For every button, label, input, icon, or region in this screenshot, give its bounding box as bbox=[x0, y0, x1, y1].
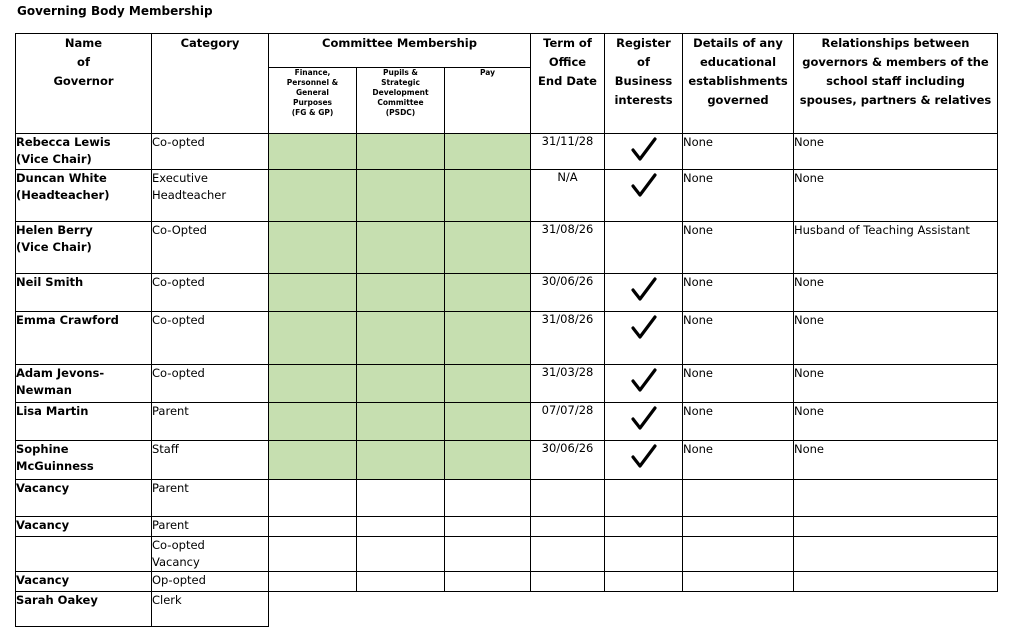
category-text: Executive bbox=[152, 171, 208, 185]
header-details: Details of any educational establishments governed bbox=[683, 34, 794, 134]
governor-name-cell bbox=[16, 222, 152, 274]
category-cell bbox=[152, 592, 269, 627]
governor-name-cell bbox=[16, 312, 152, 365]
header-term: Term of Office End Date bbox=[531, 34, 605, 134]
register-cell bbox=[605, 441, 683, 480]
committee-cell bbox=[357, 170, 445, 222]
register-cell bbox=[605, 222, 683, 274]
category-cell bbox=[152, 222, 269, 274]
term-end-date: 31/03/28 bbox=[531, 365, 605, 403]
relationships-cell: None bbox=[794, 274, 998, 312]
table-row bbox=[16, 134, 998, 170]
governor-role: (Vice Chair) bbox=[16, 152, 92, 166]
governor-role: (Headteacher) bbox=[16, 188, 110, 202]
governor-name: Emma Crawford bbox=[16, 313, 119, 327]
relationships-cell: Husband of Teaching Assistant bbox=[794, 222, 998, 274]
details-cell: None bbox=[683, 365, 794, 403]
category-cell bbox=[152, 517, 269, 537]
register-cell bbox=[605, 274, 683, 312]
category-cell bbox=[152, 312, 269, 365]
checkmark-icon bbox=[631, 315, 657, 339]
term-end-date bbox=[531, 480, 605, 517]
category-text: Clerk bbox=[152, 593, 182, 607]
committee-cell bbox=[445, 134, 531, 170]
committee-cell bbox=[357, 365, 445, 403]
governor-name: Sophine bbox=[16, 442, 69, 456]
category-text: Staff bbox=[152, 442, 179, 456]
term-end-date bbox=[531, 572, 605, 592]
register-cell bbox=[605, 480, 683, 517]
header-committee: Committee Membership bbox=[269, 34, 531, 68]
relationships-cell bbox=[794, 480, 998, 517]
committee-cell bbox=[445, 170, 531, 222]
committee-cell bbox=[445, 222, 531, 274]
table-row bbox=[16, 403, 998, 441]
table-row bbox=[16, 480, 998, 517]
table-row bbox=[16, 537, 998, 572]
category-text: Co-Opted bbox=[152, 223, 207, 237]
category-text-2: Headteacher bbox=[152, 188, 227, 202]
category-text: Co-opted bbox=[152, 275, 205, 289]
checkmark-icon bbox=[631, 368, 657, 392]
register-cell bbox=[605, 537, 683, 572]
relationships-cell: None bbox=[794, 403, 998, 441]
governor-name: Adam Jevons- bbox=[16, 366, 105, 380]
page-title: Governing Body Membership bbox=[17, 4, 213, 18]
checkmark-icon bbox=[631, 444, 657, 468]
committee-cell bbox=[445, 441, 531, 480]
category-text: Co-opted bbox=[152, 366, 205, 380]
governor-name: Sarah Oakey bbox=[16, 593, 98, 607]
table-row bbox=[16, 441, 998, 480]
details-cell: None bbox=[683, 403, 794, 441]
header-category: Category bbox=[152, 34, 269, 134]
details-cell bbox=[683, 480, 794, 517]
committee-cell bbox=[269, 222, 357, 274]
details-cell bbox=[683, 572, 794, 592]
term-end-date: 07/07/28 bbox=[531, 403, 605, 441]
category-cell bbox=[152, 274, 269, 312]
header-name: Name of Governor bbox=[16, 34, 152, 134]
committee-cell bbox=[269, 403, 357, 441]
committee-cell bbox=[269, 312, 357, 365]
term-end-date: 30/06/26 bbox=[531, 441, 605, 480]
category-cell bbox=[152, 134, 269, 170]
checkmark-icon bbox=[631, 277, 657, 301]
register-cell bbox=[605, 403, 683, 441]
category-text: Op-opted bbox=[152, 573, 206, 587]
checkmark-icon bbox=[631, 173, 657, 197]
subheader-psdc: Pupils & Strategic Development Committee (PSDC) bbox=[357, 68, 445, 134]
committee-cell bbox=[445, 572, 531, 592]
category-text: Parent bbox=[152, 518, 189, 532]
details-cell: None bbox=[683, 274, 794, 312]
committee-cell bbox=[269, 365, 357, 403]
subheader-fg-gp: Finance, Personnel & General Purposes (FG & GP) bbox=[269, 68, 357, 134]
governor-name: Vacancy bbox=[16, 518, 70, 532]
subheader-pay: Pay bbox=[445, 68, 531, 134]
details-cell bbox=[683, 517, 794, 537]
governor-name-cell bbox=[16, 170, 152, 222]
header-register: Register of Business interests bbox=[605, 34, 683, 134]
governor-name-cell bbox=[16, 274, 152, 312]
committee-cell bbox=[445, 403, 531, 441]
category-text: Parent bbox=[152, 404, 189, 418]
relationships-cell bbox=[794, 537, 998, 572]
term-end-date: 31/11/28 bbox=[531, 134, 605, 170]
governor-name: Rebecca Lewis bbox=[16, 135, 111, 149]
category-text: Co-opted bbox=[152, 538, 205, 552]
category-cell bbox=[152, 403, 269, 441]
details-cell: None bbox=[683, 222, 794, 274]
governor-role: McGuinness bbox=[16, 459, 94, 473]
term-end-date bbox=[531, 537, 605, 572]
table-row bbox=[16, 274, 998, 312]
committee-cell bbox=[269, 572, 357, 592]
committee-cell bbox=[357, 572, 445, 592]
term-end-date: 31/08/26 bbox=[531, 222, 605, 274]
governor-name-cell bbox=[16, 403, 152, 441]
category-text: Co-opted bbox=[152, 135, 205, 149]
checkmark-icon bbox=[631, 406, 657, 430]
governor-name: Vacancy bbox=[16, 481, 70, 495]
governor-name: Helen Berry bbox=[16, 223, 93, 237]
term-end-date: N/A bbox=[531, 170, 605, 222]
relationships-cell bbox=[794, 517, 998, 537]
register-cell bbox=[605, 312, 683, 365]
governor-name-cell bbox=[16, 592, 152, 627]
committee-cell bbox=[445, 480, 531, 517]
category-cell bbox=[152, 537, 269, 572]
relationships-cell: None bbox=[794, 365, 998, 403]
governor-name: Vacancy bbox=[16, 573, 70, 587]
committee-cell bbox=[357, 537, 445, 572]
relationships-cell: None bbox=[794, 134, 998, 170]
governor-name-cell bbox=[16, 134, 152, 170]
committee-cell bbox=[269, 480, 357, 517]
term-end-date: 31/08/26 bbox=[531, 312, 605, 365]
committee-cell bbox=[357, 222, 445, 274]
relationships-cell: None bbox=[794, 441, 998, 480]
relationships-cell bbox=[794, 572, 998, 592]
register-cell bbox=[605, 134, 683, 170]
committee-cell bbox=[357, 480, 445, 517]
category-text-2: Vacancy bbox=[152, 555, 200, 569]
committee-cell bbox=[445, 365, 531, 403]
term-end-date: 30/06/26 bbox=[531, 274, 605, 312]
details-cell: None bbox=[683, 134, 794, 170]
governor-name: Duncan White bbox=[16, 171, 107, 185]
relationships-cell: None bbox=[794, 170, 998, 222]
blank-area bbox=[269, 592, 998, 627]
governor-name-cell bbox=[16, 365, 152, 403]
table-row bbox=[16, 222, 998, 274]
committee-cell bbox=[269, 517, 357, 537]
relationships-cell: None bbox=[794, 312, 998, 365]
committee-cell bbox=[269, 170, 357, 222]
category-cell bbox=[152, 441, 269, 480]
committee-cell bbox=[445, 517, 531, 537]
committee-cell bbox=[357, 403, 445, 441]
governor-name: Lisa Martin bbox=[16, 404, 89, 418]
governor-name-cell bbox=[16, 537, 152, 572]
committee-cell bbox=[357, 312, 445, 365]
governor-name-cell bbox=[16, 572, 152, 592]
category-text: Co-opted bbox=[152, 313, 205, 327]
term-end-date bbox=[531, 517, 605, 537]
table-row bbox=[16, 312, 998, 365]
register-cell bbox=[605, 170, 683, 222]
checkmark-icon bbox=[631, 137, 657, 161]
committee-cell bbox=[269, 537, 357, 572]
table-row bbox=[16, 170, 998, 222]
committee-cell bbox=[269, 274, 357, 312]
committee-cell bbox=[357, 517, 445, 537]
category-cell bbox=[152, 480, 269, 517]
committee-cell bbox=[445, 537, 531, 572]
governor-name-cell bbox=[16, 480, 152, 517]
governor-role: (Vice Chair) bbox=[16, 240, 92, 254]
committee-cell bbox=[357, 274, 445, 312]
table-row bbox=[16, 517, 998, 537]
committee-cell bbox=[357, 134, 445, 170]
governor-role: Newman bbox=[16, 383, 72, 397]
governor-name: Neil Smith bbox=[16, 275, 84, 289]
category-cell bbox=[152, 170, 269, 222]
governor-name-cell bbox=[16, 517, 152, 537]
category-cell bbox=[152, 572, 269, 592]
register-cell bbox=[605, 572, 683, 592]
committee-cell bbox=[357, 441, 445, 480]
register-cell bbox=[605, 365, 683, 403]
table-row bbox=[16, 365, 998, 403]
committee-cell bbox=[445, 274, 531, 312]
governor-name-cell bbox=[16, 441, 152, 480]
details-cell: None bbox=[683, 170, 794, 222]
register-cell bbox=[605, 517, 683, 537]
table-row bbox=[16, 592, 998, 627]
table-row bbox=[16, 572, 998, 592]
details-cell: None bbox=[683, 441, 794, 480]
committee-cell bbox=[269, 441, 357, 480]
governors-table bbox=[15, 33, 998, 627]
header-relationships: Relationships between governors & members of the school staff including spouses, partners & relatives bbox=[794, 34, 998, 134]
category-cell bbox=[152, 365, 269, 403]
details-cell bbox=[683, 537, 794, 572]
committee-cell bbox=[269, 134, 357, 170]
committee-cell bbox=[445, 312, 531, 365]
details-cell: None bbox=[683, 312, 794, 365]
category-text: Parent bbox=[152, 481, 189, 495]
